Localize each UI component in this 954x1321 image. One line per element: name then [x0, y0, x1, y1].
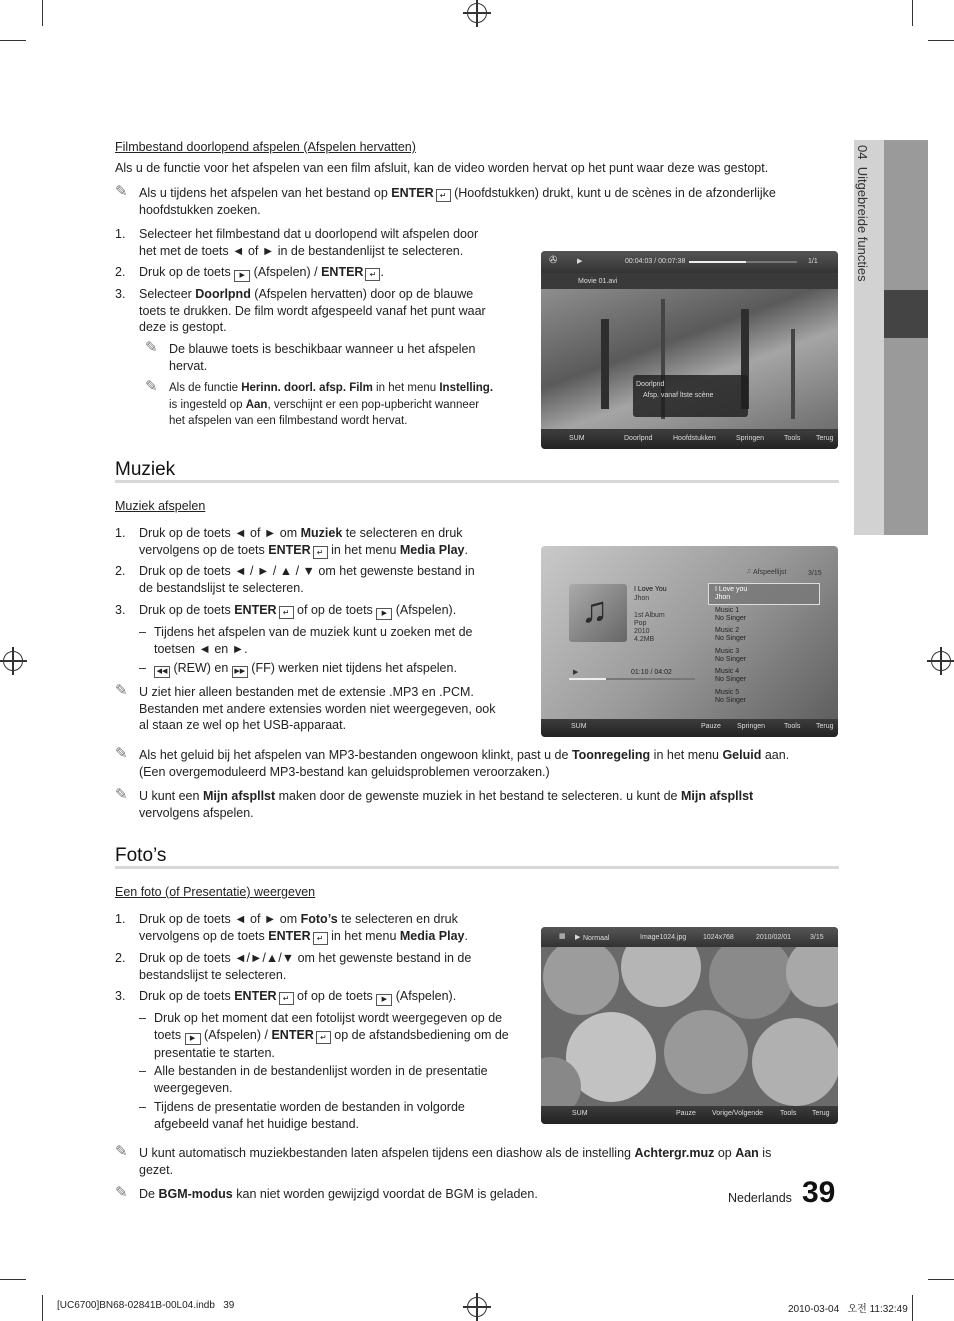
sidebar-chapter: Uitgebreide functies: [855, 166, 870, 282]
enter-icon: ↵: [313, 932, 328, 945]
play-state-icon: ▶: [575, 934, 581, 941]
time-readout: 00:04:03 / 00:07:38: [625, 258, 686, 265]
usb-label: SUM: [569, 435, 585, 442]
section-rule: [115, 480, 839, 483]
sidebar-number: 04: [855, 145, 870, 160]
track-list-item: [715, 586, 815, 607]
note-pen-icon: ✎: [115, 745, 128, 762]
button-tools: Tools: [784, 435, 801, 442]
popup-title: Doorlpnd: [636, 381, 665, 388]
track-artist: No Singer: [715, 635, 747, 642]
file-name: Image1024.jpg: [640, 934, 687, 941]
button-tools: Tools: [784, 723, 801, 730]
track-artist: No Singer: [715, 676, 747, 683]
section-title-fotos: Foto’s: [115, 845, 167, 866]
button-tools: Tools: [780, 1110, 797, 1117]
sidebar-label: [855, 145, 870, 282]
crop-mark: [0, 1279, 26, 1280]
play-icon: ▶: [185, 1033, 201, 1045]
song-album: 1st Album: [634, 612, 665, 619]
resolution: 1024x768: [703, 934, 734, 941]
section-subtitle: Filmbestand doorlopend afspelen (Afspelen hervatten): [115, 140, 416, 154]
song-genre: Pop: [634, 620, 647, 627]
button-resume: Doorlpnd: [624, 435, 653, 442]
enter-icon: ↵: [365, 268, 380, 281]
track-list: [715, 586, 815, 709]
track-list-item: [715, 668, 815, 689]
track-title: Music 4: [715, 668, 740, 675]
button-jump: Springen: [736, 435, 765, 442]
button-back: Terug: [812, 1110, 830, 1117]
crop-mark: [0, 40, 26, 41]
track-list-item: [715, 627, 815, 648]
song-title: I Love You: [634, 586, 667, 593]
enter-icon: ↵: [316, 1031, 331, 1044]
sidebar-active-block: [884, 290, 928, 338]
playlist-icon: ♫: [746, 568, 752, 575]
song-year: 2010: [634, 628, 650, 635]
playlist-label: Afspeellijst: [753, 569, 787, 576]
page-count: 1/1: [808, 258, 818, 265]
play-icon: ▶: [376, 994, 392, 1006]
play-icon: ▶: [376, 608, 392, 620]
date: 2010/02/01: [756, 934, 792, 941]
track-list-item: [715, 607, 815, 628]
track-title: Music 3: [715, 647, 740, 655]
popup-text: Afsp. vanaf ltste scène: [643, 392, 714, 399]
rewind-icon: ◀◀: [154, 666, 170, 678]
note-pen-icon: ✎: [145, 378, 158, 395]
music-note-icon: ♫: [581, 589, 608, 630]
registration-mark-icon: [467, 3, 487, 23]
button-back: Terug: [816, 435, 834, 442]
song-artist: Jhon: [634, 595, 650, 602]
track-artist: No Singer: [715, 655, 747, 663]
registration-mark-icon: [3, 651, 23, 671]
track-list-item: [715, 648, 815, 669]
button-chapters: Hoofdstukken: [673, 435, 716, 442]
page-number: 39: [802, 1176, 836, 1209]
crop-mark: [928, 40, 954, 41]
enter-icon: ↵: [313, 546, 328, 559]
footer-language: Nederlands: [728, 1191, 792, 1205]
photo-viewer-screenshot: [541, 927, 838, 1124]
note-pen-icon: ✎: [145, 339, 158, 356]
photo-icon: ▦: [559, 933, 566, 940]
song-size: 4.2MB: [634, 636, 655, 643]
crop-mark: [912, 0, 913, 26]
button-prev-next: Vorige/Volgende: [712, 1110, 763, 1117]
crop-mark: [42, 0, 43, 26]
slideshow-mode: Normaal: [583, 935, 610, 942]
film-icon: ✇: [549, 255, 558, 266]
file-name: Movie 01.avi: [578, 278, 618, 285]
usb-label: SUM: [571, 723, 587, 730]
button-pause: Pauze: [676, 1110, 696, 1117]
paragraph: Als u de functie voor het afspelen van een film afsluit, kan de video worden hervat op het punt waar deze was gestopt.: [115, 161, 769, 175]
play-state-icon: ▶: [577, 258, 583, 265]
registration-mark-icon: [931, 651, 951, 671]
apples-photo: [541, 947, 838, 1107]
note-pen-icon: ✎: [115, 786, 128, 803]
button-pause: Pauze: [701, 723, 721, 730]
track-title: Music 1: [715, 606, 740, 614]
enter-icon: ↵: [279, 606, 294, 619]
crop-mark: [912, 1295, 913, 1321]
note-pen-icon: ✎: [115, 682, 128, 699]
section-rule: [115, 866, 839, 869]
note-pen-icon: ✎: [115, 1184, 128, 1201]
track-artist: Jhon: [715, 594, 731, 601]
movie-player-screenshot: [541, 251, 838, 449]
usb-label: SUM: [572, 1110, 588, 1117]
play-state-icon: ▶: [573, 669, 579, 676]
section-subtitle: Een foto (of Presentatie) weergeven: [115, 885, 316, 899]
enter-icon: ↵: [279, 992, 294, 1005]
time-readout: 01:10 / 04:02: [631, 669, 672, 676]
note-pen-icon: ✎: [115, 183, 128, 200]
registration-mark-icon: [467, 1297, 487, 1317]
track-artist: No Singer: [715, 614, 747, 622]
page-count: 3/15: [810, 934, 824, 941]
crop-mark: [928, 1279, 954, 1280]
progress-bar: [689, 261, 797, 263]
track-list-item: [715, 689, 815, 710]
track-title: I Love you: [715, 586, 748, 593]
track-title: Music 2: [715, 627, 740, 634]
progress-bar: [569, 678, 695, 680]
section-subtitle: Muziek afspelen: [115, 499, 206, 513]
music-player-screenshot: [541, 546, 838, 737]
track-artist: No Singer: [715, 696, 747, 704]
enter-icon: ↵: [436, 189, 451, 202]
track-title: Music 5: [715, 688, 740, 696]
button-jump: Springen: [737, 723, 766, 730]
print-file-info: [UC6700]BN68-02841B-00L04.indb 39: [57, 1300, 235, 1311]
button-back: Terug: [816, 723, 834, 730]
fast-forward-icon: ▶▶: [232, 666, 248, 678]
page-count: 3/15: [808, 570, 822, 577]
section-title-muziek: Muziek: [115, 459, 176, 480]
play-icon: ▶: [234, 270, 250, 282]
print-date-info: 2010-03-04 오전 11:32:49: [788, 1304, 908, 1315]
crop-mark: [42, 1295, 43, 1321]
note-pen-icon: ✎: [115, 1143, 128, 1160]
